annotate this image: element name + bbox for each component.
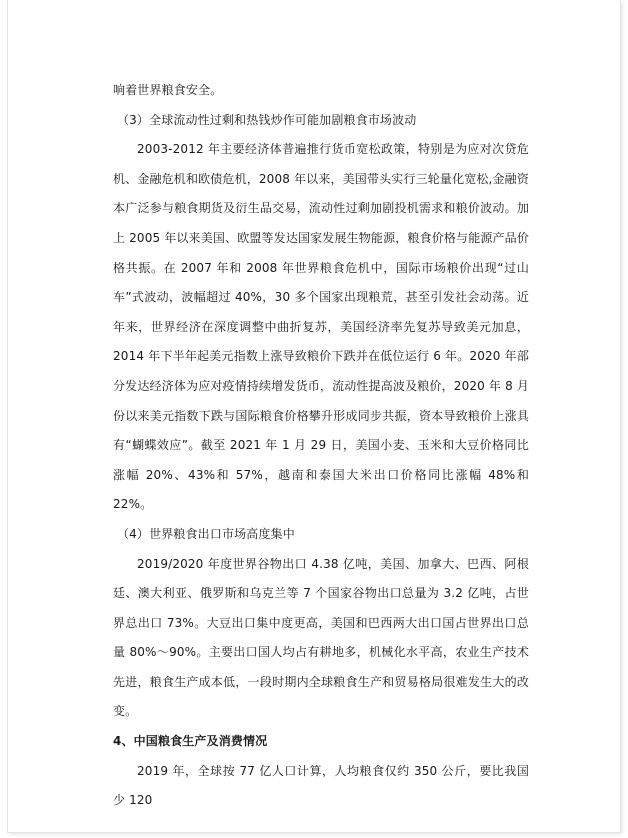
subheading-liquidity: （3）全球流动性过剩和热钱炒作可能加剧粮食市场波动 xyxy=(117,112,417,127)
page-content xyxy=(113,76,529,816)
section-heading-china-grain: 4、中国粮食生产及消费情况 xyxy=(113,734,268,749)
paragraph-liquidity: 2003-2012 年主要经济体普遍推行货币宽松政策，特别是为应对次贷危机、金融危机和欧债危机，2008 年以来，美国带头实行三轮量化宽松,金融资本广泛参与粮食期货及衍生品交易，流动性过剩加剧投机需求和粮价波动。加上 2005 年以来美国、欧盟等发达国家发展生物能源，粮食价格与能源产品价格共振。在 2007 年和 2008 年世界粮食危机中，国际市场粮价出现“过山车”式波动，波幅超过 40%，30 多个国家出现粮荒，甚至引发社会动荡。近年来，世界经济在深度调整中曲折复苏，美国经济率先复苏导致美元加息，2014 年下半年起美元指数上涨导致粮价下跌并在低位运行 6 年。2020 年部分发达经济体为应对疫情持续增发货币，流动性提高波及粮价，2020 年 8 月份以来美元指数下跌与国际粮食价格攀升形成同步共振，资本导致粮价上涨具有“蝴蝶效应”。截至 2021 年 1 月 29 日，美国小麦、玉米和大豆价格同比涨幅 20%、43%和 57%，越南和泰国大米出口价格同比涨幅 48%和 22%。 xyxy=(113,142,529,512)
document-page xyxy=(8,0,620,832)
paragraph-per-capita-grain: 2019 年，全球按 77 亿人口计算，人均粮食仅约 350 公斤，要比我国少 120 xyxy=(113,763,529,808)
paragraph-export-concentration: 2019/2020 年度世界谷物出口 4.38 亿吨，美国、加拿大、巴西、阿根廷、澳大利亚、俄罗斯和乌克兰等 7 个国家谷物出口总量为 3.2 亿吨，占世界总出口 73%。大豆出口集中度更高，美国和巴西两大出口国占世界出口总量 80%～90%。主要出口国人均占有耕地多，机械化水平高，农业生产技术先进，粮食生产成本低，一段时期内全球粮食生产和贸易格局很难发生大的改变。 xyxy=(113,556,529,719)
paragraph-intro-tail: 响着世界粮食安全。 xyxy=(113,83,223,97)
subheading-export-concentration: （4）世界粮食出口市场高度集中 xyxy=(117,526,295,541)
